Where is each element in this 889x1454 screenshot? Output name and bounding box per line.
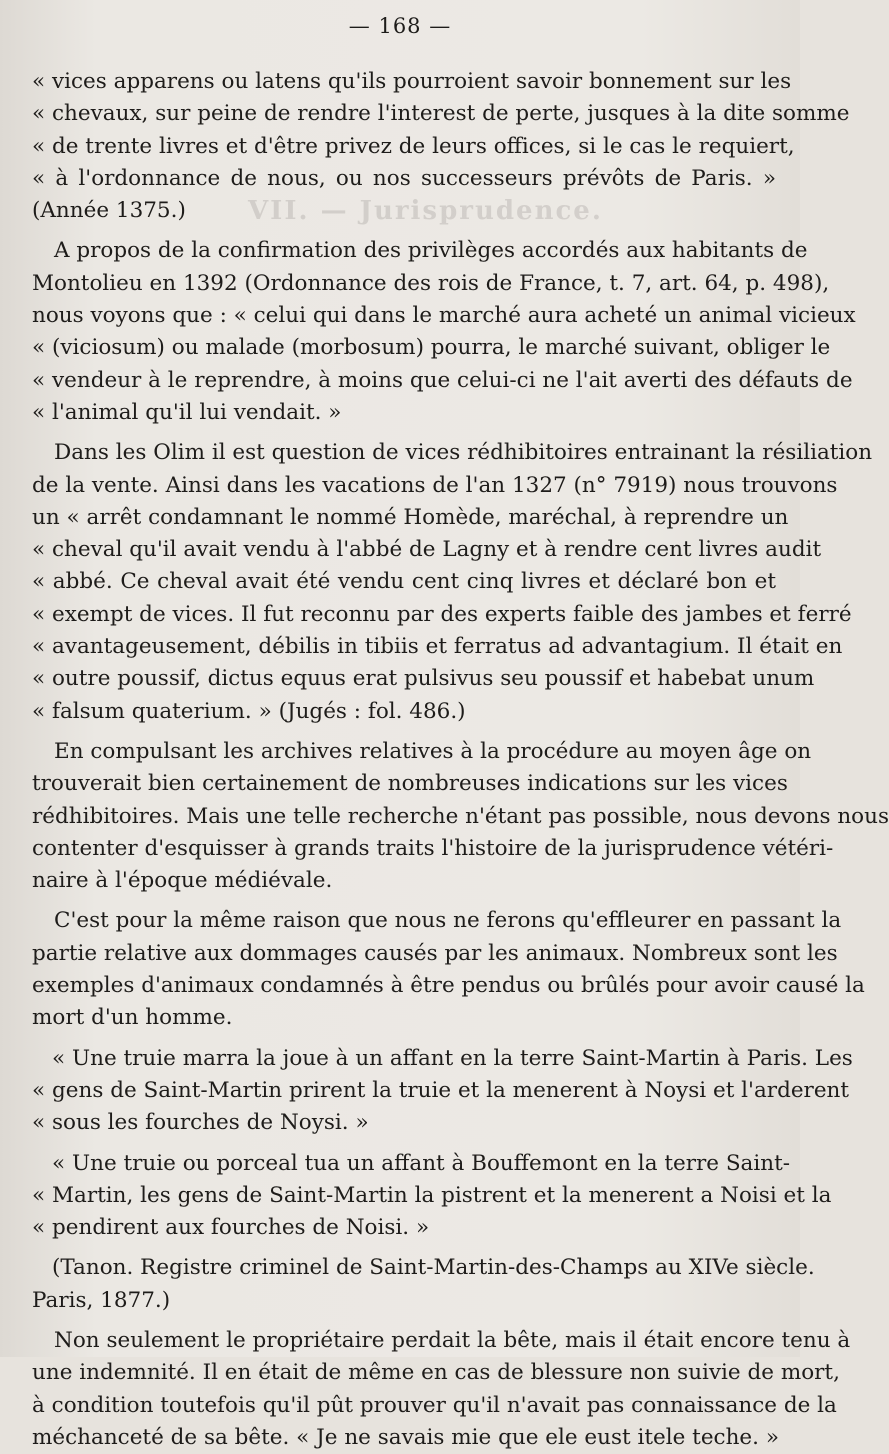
text-line: un « arrêt condamnant le nommé Homède, maréchal, à reprendre un: [32, 504, 789, 530]
paragraph: [32, 235, 856, 429]
text-line: Paris, 1877.): [32, 1287, 171, 1313]
paragraph: [32, 736, 889, 897]
text-line: de la vente. Ainsi dans les vacations de l'an 1327 (n° 7919) nous trouvons: [32, 472, 838, 498]
text-line: « chevaux, sur peine de rendre l'interest de perte, jusques à la dite somme: [32, 101, 850, 127]
text-line: « de trente livres et d'être privez de leurs offices, si le cas le requiert,: [32, 133, 795, 159]
body-text: [32, 66, 889, 1454]
text-line: nous voyons que : « celui qui dans le marché aura acheté un animal vicieux: [32, 303, 856, 329]
paragraph: [32, 905, 865, 1034]
text-line: « abbé. Ce cheval avait été vendu cent cinq livres et déclaré bon et: [32, 569, 776, 595]
text-line: Non seulement le propriétaire perdait la bête, mais il était encore tenu à: [54, 1327, 851, 1353]
paragraph: [32, 66, 850, 227]
text-line: Montolieu en 1392 (Ordonnance des rois de France, t. 7, art. 64, p. 498),: [32, 270, 830, 296]
text-line: « pendirent aux fourches de Noisi. »: [32, 1215, 430, 1241]
text-line: à condition toutefois qu'il pût prouver qu'il n'avait pas connaissance de la: [32, 1392, 837, 1418]
text-line: rédhibitoires. Mais une telle recherche n'étant pas possible, nous devons nous: [32, 803, 889, 829]
bleed-through-text: VII. — Jurisprudence.: [248, 196, 603, 226]
text-line: « sous les fourches de Noysi. »: [32, 1110, 369, 1136]
text-line: « Une truie marra la joue à un affant en la terre Saint-Martin à Paris. Les: [52, 1045, 853, 1071]
text-line: une indemnité. Il en était de même en cas de blessure non suivie de mort,: [32, 1360, 840, 1386]
text-line: « l'animal qu'il lui vendait. »: [32, 399, 342, 425]
text-line: A propos de la confirmation des privilèges accordés aux habitants de: [54, 238, 808, 264]
text-line: trouverait bien certainement de nombreuses indications sur les vices: [32, 771, 788, 797]
text-line: « vendeur à le reprendre, à moins que celui-ci ne l'ait averti des défauts de: [32, 367, 853, 393]
text-line: contenter d'esquisser à grands traits l'histoire de la jurisprudence vétéri-: [32, 835, 834, 861]
text-line: « exempt de vices. Il fut reconnu par des experts faible des jambes et ferré: [32, 601, 852, 627]
text-line: « falsum quaterium. » (Jugés : fol. 486.): [32, 698, 466, 724]
text-line: (Année 1375.): [32, 198, 186, 224]
text-line: « avantageusement, débilis in tibiis et ferratus ad advantagium. Il était en: [32, 634, 843, 660]
citation: [32, 1252, 815, 1317]
text-line: mort d'un homme.: [32, 1005, 233, 1031]
text-line: « Martin, les gens de Saint-Martin la pistrent et la menerent a Noisi et la: [32, 1182, 832, 1208]
text-line: « outre poussif, dictus equus erat pulsivus seu poussif et habebat unum: [32, 666, 815, 692]
page-number: — 168 —: [348, 14, 452, 38]
text-line: En compulsant les archives relatives à la procédure au moyen âge on: [54, 738, 812, 764]
text-line: « gens de Saint-Martin prirent la truie et la menerent à Noysi et l'arderent: [32, 1077, 850, 1103]
text-line: « (viciosum) ou malade (morbosum) pourra, le marché suivant, obliger le: [32, 335, 831, 361]
paragraph: [32, 1325, 851, 1454]
text-line: partie relative aux dommages causés par les animaux. Nombreux sont les: [32, 940, 838, 966]
text-line: « cheval qu'il avait vendu à l'abbé de Lagny et à rendre cent livres audit: [32, 537, 822, 563]
text-line: (Tanon. Registre criminel de Saint-Martin-des-Champs au XIVe siècle.: [52, 1255, 815, 1281]
text-line: naire à l'époque médiévale.: [32, 868, 333, 894]
text-line: méchanceté de sa bête. « Je ne savais mie que ele eust itele teche. »: [32, 1424, 779, 1450]
text-line: Dans les Olim il est question de vices rédhibitoires entrainant la résiliation: [54, 440, 873, 466]
quote-block: [32, 1043, 853, 1140]
quote-block: [32, 1148, 832, 1245]
text-line: « à l'ordonnance de nous, ou nos successeurs prévôts de Paris. »: [32, 165, 776, 191]
text-line: « vices apparens ou latens qu'ils pourroient savoir bonnement sur les: [32, 69, 792, 94]
paragraph: [32, 437, 873, 728]
text-line: C'est pour la même raison que nous ne ferons qu'effleurer en passant la: [54, 908, 842, 934]
text-line: « Une truie ou porceal tua un affant à Bouffemont en la terre Saint-: [52, 1150, 790, 1176]
text-line: exemples d'animaux condamnés à être pendus ou brûlés pour avoir causé la: [32, 973, 865, 999]
